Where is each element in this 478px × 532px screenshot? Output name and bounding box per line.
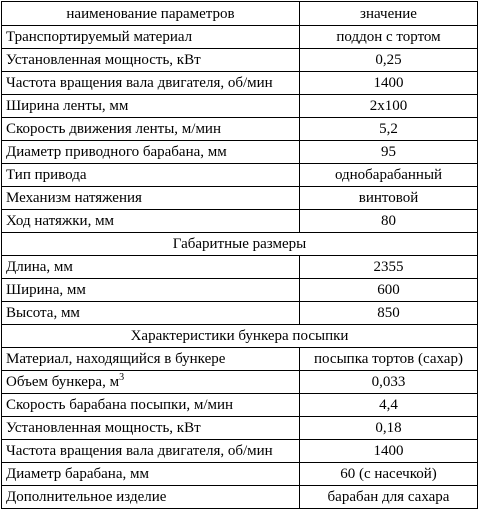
param-value: винтовой (300, 187, 478, 210)
table-row (2, 440, 478, 463)
table-row (2, 118, 478, 141)
param-value: 0,18 (300, 417, 478, 440)
param-label: Ход натяжки, мм (2, 210, 300, 233)
superscript-exponent: 3 (119, 372, 125, 383)
table-header-row (2, 2, 478, 26)
param-value: 1400 (300, 440, 478, 463)
param-label: Высота, мм (2, 302, 300, 325)
section-row-hopper (2, 325, 478, 348)
table-row (2, 141, 478, 164)
table-row (2, 256, 478, 279)
param-value: 4,4 (300, 394, 478, 417)
param-label: Длина, мм (2, 256, 300, 279)
table-row (2, 279, 478, 302)
table-row (2, 26, 478, 49)
param-label: Дополнительное изделие (2, 486, 300, 509)
param-value: 1400 (300, 72, 478, 95)
param-label: Частота вращения вала двигателя, об/мин (2, 440, 300, 463)
table-row (2, 486, 478, 509)
param-label: Скорость барабана посыпки, м/мин (2, 394, 300, 417)
param-label: Транспортируемый материал (2, 26, 300, 49)
param-value: 0,033 (300, 371, 478, 394)
section-title-dimensions: Габаритные размеры (2, 233, 478, 256)
param-label-text: Объем бункера, м (6, 374, 120, 390)
param-value: 0,25 (300, 49, 478, 72)
table-row (2, 49, 478, 72)
param-value: поддон с тортом (300, 26, 478, 49)
section-title-hopper: Характеристики бункера посыпки (2, 325, 478, 348)
param-value: посыпка тортов (сахар) (300, 348, 478, 371)
param-label: Установленная мощность, кВт (2, 49, 300, 72)
param-value: барабан для сахара (300, 486, 478, 509)
table-row (2, 417, 478, 440)
table-row (2, 187, 478, 210)
section-row-dimensions (2, 233, 478, 256)
table-row (2, 164, 478, 187)
column-header-value: значение (300, 2, 478, 26)
param-label: Механизм натяжения (2, 187, 300, 210)
table-row (2, 210, 478, 233)
param-value: 2355 (300, 256, 478, 279)
param-label: Скорость движения ленты, м/мин (2, 118, 300, 141)
param-label (2, 371, 300, 394)
param-value: 60 (с насечкой) (300, 463, 478, 486)
param-label: Диаметр барабана, мм (2, 463, 300, 486)
param-value: 80 (300, 210, 478, 233)
param-value: 2х100 (300, 95, 478, 118)
param-value: 5,2 (300, 118, 478, 141)
param-label: Материал, находящийся в бункере (2, 348, 300, 371)
param-value: 600 (300, 279, 478, 302)
param-label: Установленная мощность, кВт (2, 417, 300, 440)
param-label: Частота вращения вала двигателя, об/мин (2, 72, 300, 95)
parameters-table (1, 1, 478, 509)
table-row (2, 394, 478, 417)
column-header-parameters: наименование параметров (2, 2, 300, 26)
param-value: однобарабанный (300, 164, 478, 187)
param-label: Ширина, мм (2, 279, 300, 302)
table-row (2, 371, 478, 394)
param-label: Диаметр приводного барабана, мм (2, 141, 300, 164)
table-row (2, 95, 478, 118)
param-label: Тип привода (2, 164, 300, 187)
table-row (2, 72, 478, 95)
param-label: Ширина ленты, мм (2, 95, 300, 118)
param-value: 850 (300, 302, 478, 325)
param-value: 95 (300, 141, 478, 164)
table-row (2, 302, 478, 325)
table-row (2, 463, 478, 486)
table-row (2, 348, 478, 371)
